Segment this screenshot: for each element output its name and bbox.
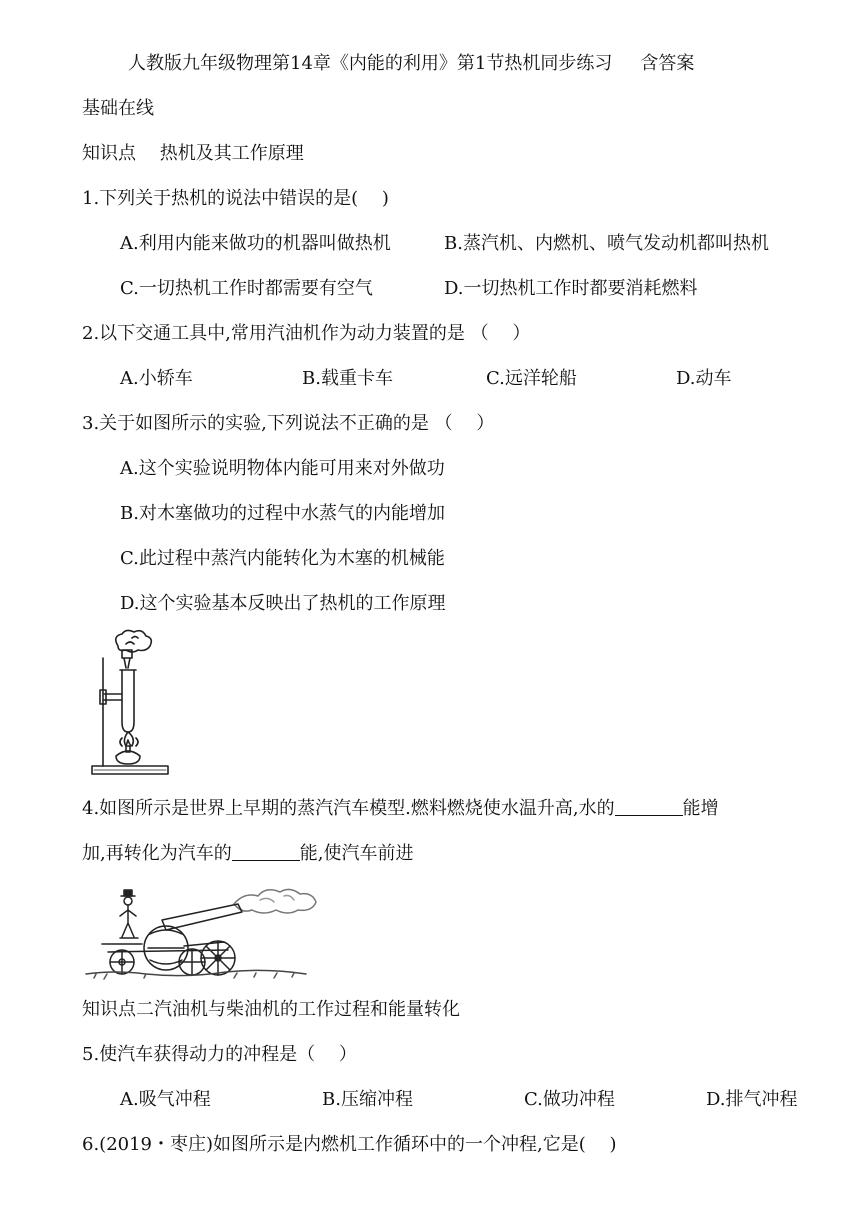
question-2-option-a: A.小轿车 [120,368,193,389]
question-4-text-1: 4.如图所示是世界上早期的蒸汽汽车模型.燃料燃烧使水温升高,水的 [82,798,615,819]
question-5-option-b: B.压缩冲程 [322,1089,413,1110]
question-5-option-d: D.排气冲程 [706,1089,798,1110]
question-6-stem: 6.(2019・枣庄)如图所示是内燃机工作循环中的一个冲程,它是( ) [82,1134,617,1155]
section-heading: 基础在线 [82,98,154,119]
question-1-option-d: D.一切热机工作时都要消耗燃料 [444,278,698,299]
question-1-stem: 1.下列关于热机的说法中错误的是( ) [82,188,389,209]
question-2-option-b: B.载重卡车 [302,368,393,389]
question-2-option-c: C.远洋轮船 [486,368,577,389]
answer-blank-1[interactable] [615,797,683,816]
question-4-line-2 [82,842,413,866]
question-5-option-a: A.吸气冲程 [120,1089,211,1110]
title-text: 人教版九年级物理第14章《内能的利用》第1节热机同步练习 [128,53,613,74]
answer-blank-2[interactable] [232,842,300,861]
title-suffix: 含答案 [640,53,695,74]
question-3-option-a: A.这个实验说明物体内能可用来对外做功 [120,458,445,479]
question-3-stem: 3.关于如图所示的实验,下列说法不正确的是 （ ） [82,413,495,434]
question-3-option-b: B.对木塞做功的过程中水蒸气的内能增加 [120,503,445,524]
question-5-stem: 5.使汽车获得动力的冲程是（ ） [82,1044,357,1065]
question-2-stem: 2.以下交通工具中,常用汽油机作为动力装置的是 （ ） [82,323,531,344]
question-5-option-c: C.做功冲程 [524,1089,615,1110]
document-title [128,52,694,76]
question-4-line-1 [82,797,719,821]
question-1-option-b: B.蒸汽机、内燃机、喷气发动机都叫热机 [444,233,769,254]
question-2-option-d: D.动车 [676,368,732,389]
steam-test-tube-figure [88,628,172,778]
knowledge-point-1: 知识点 热机及其工作原理 [82,143,304,164]
knowledge-point-2: 知识点二汽油机与柴油机的工作过程和能量转化 [82,999,460,1020]
question-1-option-a: A.利用内能来做功的机器叫做热机 [120,233,391,254]
question-4-text-2: 能增 [682,798,719,819]
steam-car-figure [84,882,328,986]
question-1-option-c: C.一切热机工作时都需要有空气 [120,278,373,299]
question-3-option-d: D.这个实验基本反映出了热机的工作原理 [120,593,446,614]
question-3-option-c: C.此过程中蒸汽内能转化为木塞的机械能 [120,548,445,569]
question-4-text-4: 能,使汽车前进 [299,843,414,864]
question-4-text-3: 加,再转化为汽车的 [82,843,232,864]
